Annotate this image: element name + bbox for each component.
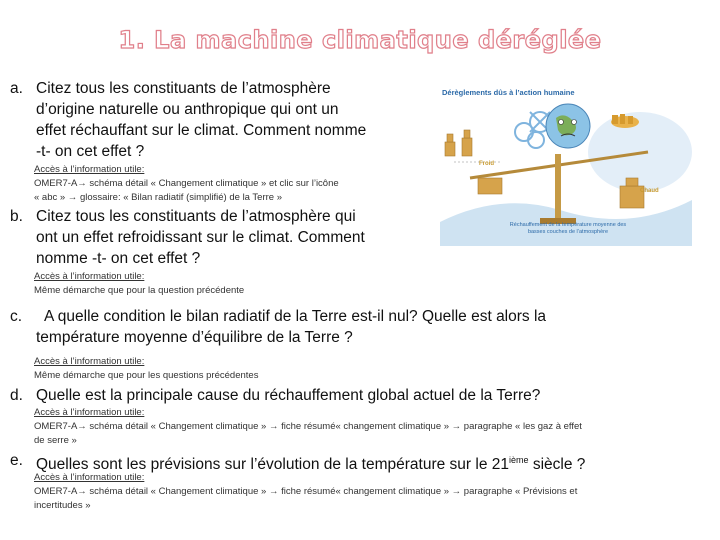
question-text-end: siècle ? xyxy=(528,456,586,474)
climate-balance-illustration xyxy=(440,82,692,246)
earth-eye-left xyxy=(559,120,564,125)
question-letter: d. xyxy=(10,387,23,404)
page-title: 1. La machine climatique déréglée xyxy=(118,26,602,54)
info-link[interactable]: Accès à l’information utile: xyxy=(34,271,145,282)
balance-post xyxy=(555,154,561,220)
info-block-d xyxy=(34,406,582,448)
question-a xyxy=(10,78,400,162)
figure-caption: Réchauffement de la température moyenne des basses couches de l’atmosphère xyxy=(509,222,627,235)
question-line: ont un effet refroidissant sur le climat. Comment xyxy=(36,229,365,246)
info-line: Même démarche que pour la question précédente xyxy=(34,285,245,296)
label-froid: Froid xyxy=(479,161,494,167)
info-block-e xyxy=(34,471,577,513)
info-link[interactable]: Accès à l’information utile: xyxy=(34,407,145,418)
question-line: A quelle condition le bilan radiatif de la Terre est-il nul? Quelle est alors la xyxy=(44,308,547,325)
info-block-b xyxy=(34,270,244,298)
info-link[interactable]: Accès à l’information utile: xyxy=(34,164,145,175)
question-letter: e. xyxy=(10,452,23,469)
question-line: -t- on cet effet ? xyxy=(36,143,145,160)
snowflake-icon xyxy=(515,112,550,148)
info-link[interactable]: Accès à l’information utile: xyxy=(34,472,145,483)
info-line: OMER7-A→ schéma détail « Changement climatique » et clic sur l’icône xyxy=(34,178,339,189)
question-e xyxy=(10,450,690,474)
info-line: incertitudes » xyxy=(34,500,91,511)
label-chaud: Chaud xyxy=(640,188,659,194)
question-line: Quelle est la principale cause du réchauffement global actuel de la Terre? xyxy=(36,387,541,404)
earth-eye-right xyxy=(572,120,577,125)
question-line: Citez tous les constituants de l’atmosphère xyxy=(36,80,331,97)
info-line: OMER7-A→ schéma détail « Changement climatique » → fiche résumé« changement climatique » → paragraphe « Prévisions et xyxy=(34,486,578,497)
question-b xyxy=(10,206,400,269)
info-link[interactable]: Accès à l’information utile: xyxy=(34,356,145,367)
question-line: d’origine naturelle ou anthropique qui ont un xyxy=(36,101,339,118)
question-c xyxy=(10,306,690,348)
info-line: « abc » → glossaire: « Bilan radiatif (simplifié) de la Terre » xyxy=(34,192,282,203)
question-letter: b. xyxy=(10,208,23,225)
info-block-c xyxy=(34,355,258,383)
info-line: OMER7-A→ schéma détail « Changement climatique » → fiche résumé« changement climatique » → paragraphe « les gaz à effet xyxy=(34,421,582,432)
info-block-a xyxy=(34,163,339,205)
question-d xyxy=(10,385,690,406)
question-line: effet réchauffant sur le climat. Comment nomme xyxy=(36,122,367,139)
question-line: Citez tous les constituants de l’atmosphère qui xyxy=(36,208,356,225)
figure-title: Dérèglements dûs à l’action humaine xyxy=(442,88,575,97)
info-line: de serre » xyxy=(34,435,77,446)
question-line: nomme -t- on cet effet ? xyxy=(36,250,201,267)
question-text: Quelles sont les prévisions sur l’évolution de la température sur le 21 xyxy=(36,456,509,474)
superscript: ième xyxy=(509,455,529,465)
question-letter: a. xyxy=(10,80,23,97)
info-line: Même démarche que pour les questions précédentes xyxy=(34,370,259,381)
question-line: température moyenne d’équilibre de la Terre ? xyxy=(36,329,353,346)
question-letter: c. xyxy=(10,308,23,325)
